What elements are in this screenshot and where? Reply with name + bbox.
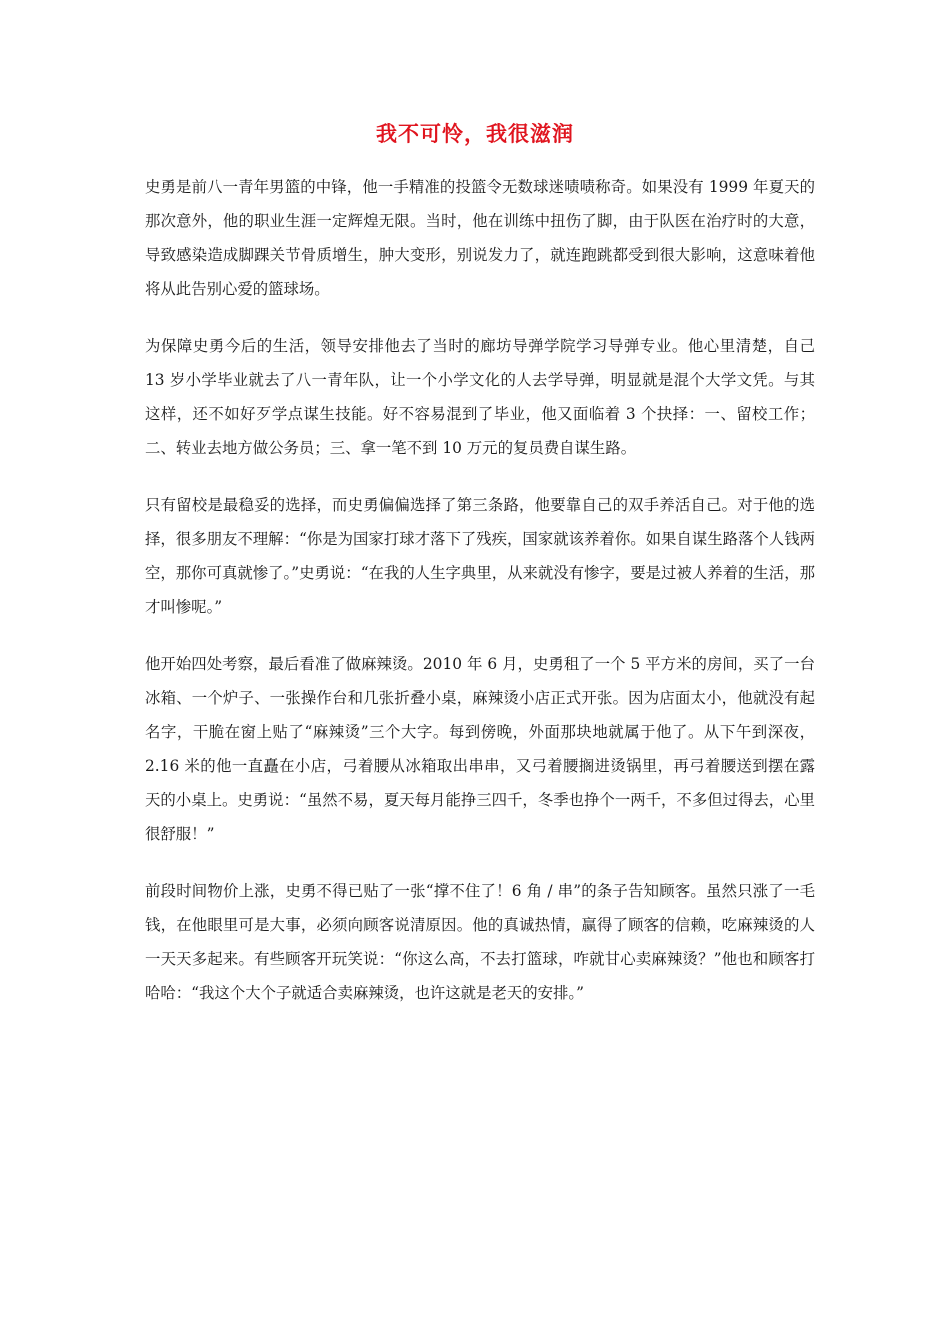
paragraph-2: 为保障史勇今后的生活，领导安排他去了当时的廊坊导弹学院学习导弹专业。他心里清楚，自己 13 岁小学毕业就去了八一青年队，让一个小学文化的人去学导弹，明显就是混个大学文凭。与其这样，还不如好歹学点谋生技能。好不容易混到了毕业，他又面临着 3 个抉择：一、留校工作；二、转业去地方做公务员；三、拿一笔不到 10 万元的复员费自谋生路。 xyxy=(145,337,815,457)
document-title: 我不可怜，我很滋润 xyxy=(376,121,574,146)
paragraph-1: 史勇是前八一青年男篮的中锋，他一手精准的投篮令无数球迷啧啧称奇。如果没有 1999 年夏天的那次意外，他的职业生涯一定辉煌无限。当时，他在训练中扭伤了脚，由于队医在治疗时的大意，导致感染造成脚踝关节骨质增生，肿大变形，别说发力了，就连跑跳都受到很大影响，这意味着他将从此告别心爱的篮球场。 xyxy=(145,178,815,298)
paragraph-4: 他开始四处考察，最后看准了做麻辣烫。2010 年 6 月，史勇租了一个 5 平方米的房间，买了一台冰箱、一个炉子、一张操作台和几张折叠小桌，麻辣烫小店正式开张。因为店面太小，他就没有起名字，干脆在窗上贴了“麻辣烫”三个大字。每到傍晚，外面那块地就属于他了。从下午到深夜，2.16 米的他一直矗在小店，弓着腰从冰箱取出串串，又弓着腰搁进烫锅里，再弓着腰送到摆在露天的小桌上。史勇说：“虽然不易，夏天每月能挣三四千，冬季也挣个一两千，不多但过得去，心里很舒服！” xyxy=(145,655,815,843)
paragraph-5: 前段时间物价上涨，史勇不得已贴了一张“撑不住了！6 角 / 串”的条子告知顾客。虽然只涨了一毛钱，在他眼里可是大事，必须向顾客说清原因。他的真诚热情，赢得了顾客的信赖，吃麻辣烫的人一天天多起来。有些顾客开玩笑说：“你这么高，不去打篮球，咋就甘心卖麻辣烫？”他也和顾客打哈哈：“我这个大个子就适合卖麻辣烫，也许这就是老天的安排。” xyxy=(145,882,815,1002)
document-body xyxy=(145,170,815,1033)
paragraph-3: 只有留校是最稳妥的选择，而史勇偏偏选择了第三条路，他要靠自己的双手养活自己。对于他的选择，很多朋友不理解：“你是为国家打球才落下了残疾，国家就该养着你。如果自谋生路落个人钱两空，那你可真就惨了。”史勇说：“在我的人生字典里，从来就没有惨字，要是过被人养着的生活，那才叫惨呢。” xyxy=(145,496,815,616)
